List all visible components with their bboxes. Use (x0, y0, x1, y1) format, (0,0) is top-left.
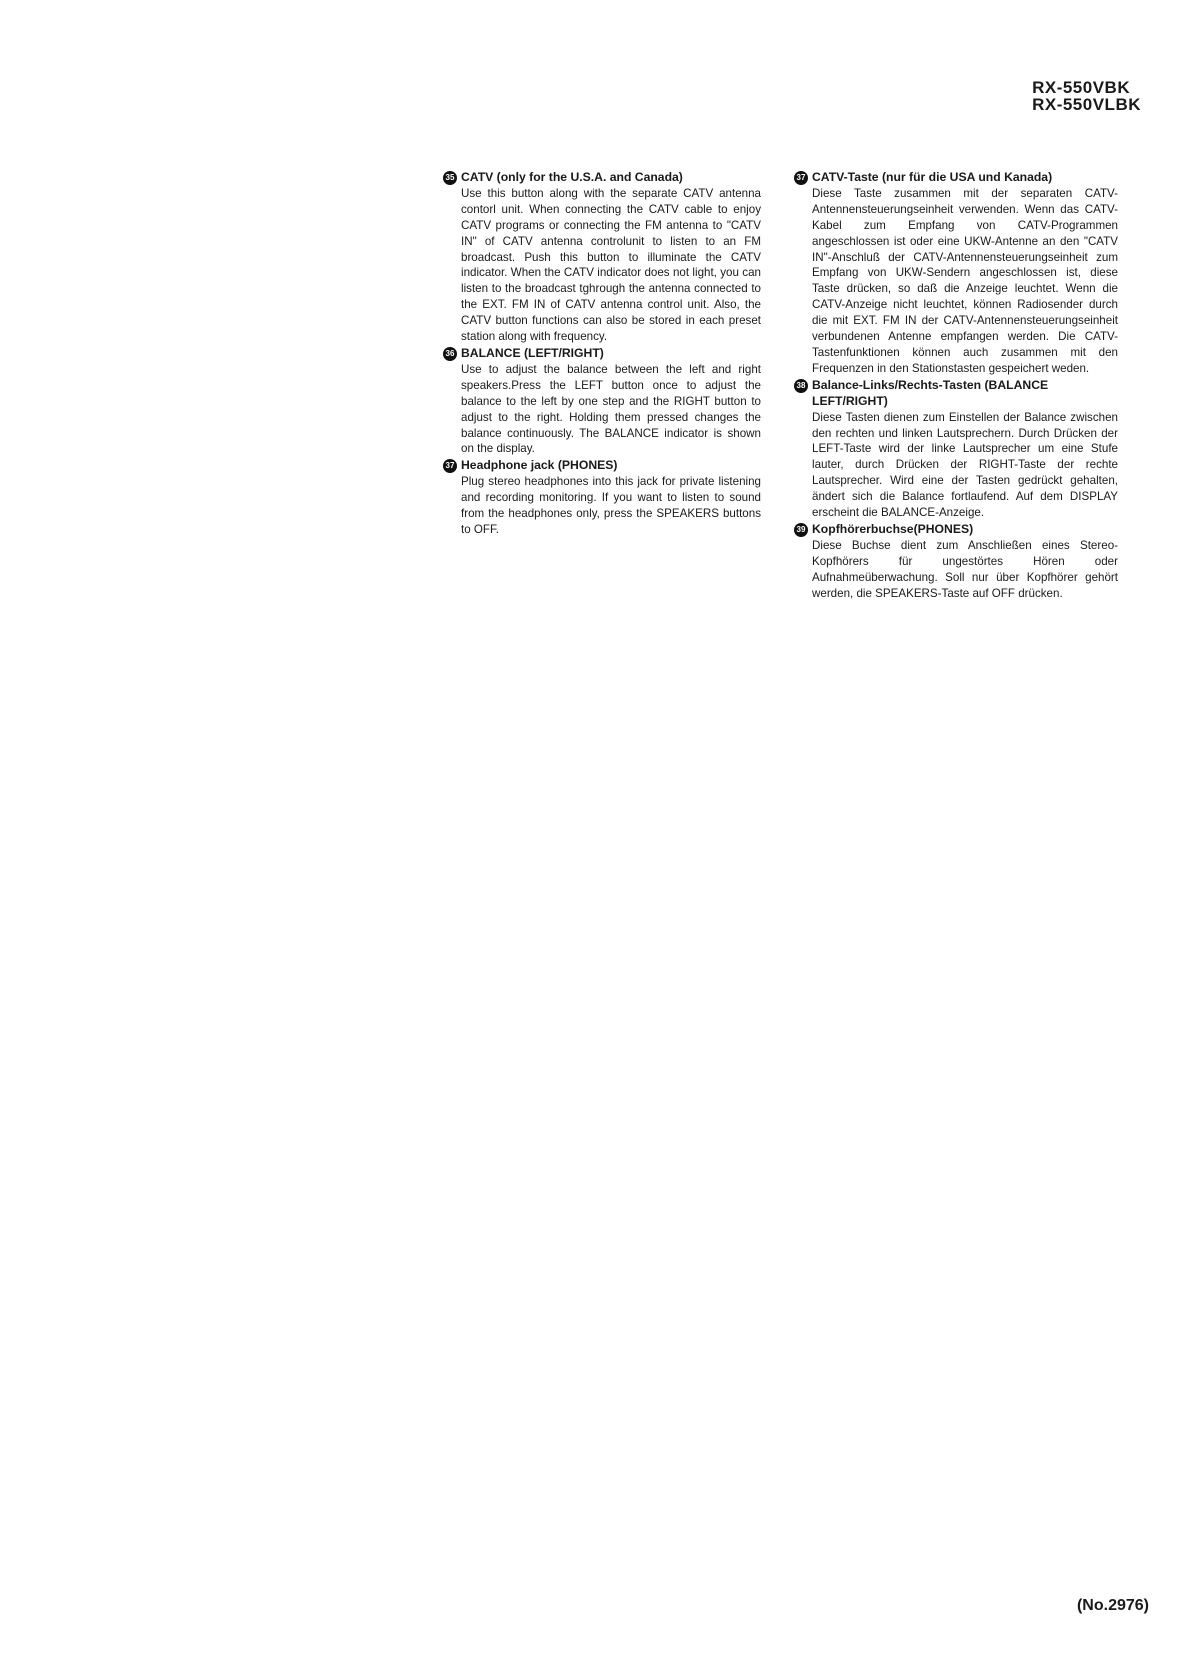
item-number-badge: 37 (443, 459, 457, 473)
section-body: Plug stereo headphones into this jack for private listening and recording monitoring. If you want to listen to sound from the headphones only, press the SPEAKERS buttons to OFF. (461, 475, 761, 536)
section-title: Headphone jack (PHONES) (461, 458, 618, 473)
section-title: CATV-Taste (nur für die USA und Kanada) (812, 170, 1053, 184)
item-number-badge: 38 (794, 379, 808, 393)
model-number-line-1: RX-550VBK (1032, 78, 1131, 97)
section-title: CATV (only for the U.S.A. and Canada) (461, 170, 683, 184)
catv-section-en (445, 170, 761, 345)
catv-section-de (796, 170, 1118, 377)
german-column (796, 170, 1118, 602)
document-number: (No.2976) (1076, 1597, 1149, 1614)
item-number-badge: 37 (794, 171, 808, 185)
item-number-badge: 35 (443, 171, 457, 185)
section-body: Diese Tasten dienen zum Einstellen der Balance zwischen den rechten und linken Lautsprechern. Durch Drücken der LEFT-Taste wird der linke Lautsprecher um eine Stufe lauter, durch Drücken der RIGHT-Taste der rechte Lautsprecher. Wird eine der Tasten gedrückt gehalten, ändert sich die Balance fortlaufend. Auf dem DISPLAY erscheint die BALANCE-Anzeige. (812, 410, 1118, 520)
section-body: Diese Taste zusammen mit der separaten CATV-Antennensteuerungseinheit verwenden. Wenn das CATV-Kabel zum Empfang von CATV-Programmen angeschlossen ist oder eine UKW-Antenne an den "CATV IN"-Anschluß der CATV-Antennensteuerungseinheit zum Empfang von UKW-Sendern angeschlossen ist, diese Taste drücken, so daß die Anzeige leuchtet. Wenn die CATV-Anzeige nicht leuchtet, können Radiosender durch die mit EXT. FM IN der CATV-Antennensteuerungseinheit verbundenen Antenne empfangen werden. Die CATV-Tastenfunktionen können auch zusammen mit den Frequenzen in den Stationstasten gespeichert weden. (812, 186, 1118, 375)
english-column (445, 170, 761, 539)
balance-section-en (445, 345, 761, 457)
model-number-line-2: RX-550VLBK (1032, 95, 1141, 114)
section-body: Diese Buchse dient zum Anschließen eines Stereo-Kopfhörers für ungestörtes Hören oder Aufnahmeüberwachung. Soll nur über Kopfhörer gehört werden, die SPEAKERS-Taste auf OFF drücken. (812, 538, 1118, 600)
headphone-section-en (445, 458, 761, 538)
item-number-badge: 36 (443, 347, 457, 361)
balance-section-de (796, 377, 1118, 521)
section-title: Balance-Links/Rechts-Tasten (BALANCE LEFT/RIGHT) (812, 377, 1049, 408)
headphone-section-de (796, 521, 1118, 602)
item-number-badge: 39 (794, 523, 808, 537)
section-title: Kopfhörerbuchse(PHONES) (812, 521, 974, 536)
section-body: Use this button along with the separate CATV antenna contorl unit. When connecting the CATV cable to enjoy CATV programs or connecting the FM antenna to "CATV IN" of CATV antenna controlunit to listen to an FM broadcast. Push this button to illuminate the CATV indicator. When the CATV indicator does not light, you can listen to the broadcast tghrough the antenna connected to the EXT. FM IN of CATV antenna control unit. Also, the CATV button functions can also be stored in each preset station along with frequency. (461, 186, 761, 344)
section-title: BALANCE (LEFT/RIGHT) (461, 345, 604, 360)
section-body: Use to adjust the balance between the left and right speakers.Press the LEFT button once to adjust the balance to the left by one step and the RIGHT button to adjust to the right. Holding them pressed changes the balance continuously. The BALANCE indicator is shown on the display. (461, 362, 761, 456)
model-number-header (1032, 79, 1141, 113)
